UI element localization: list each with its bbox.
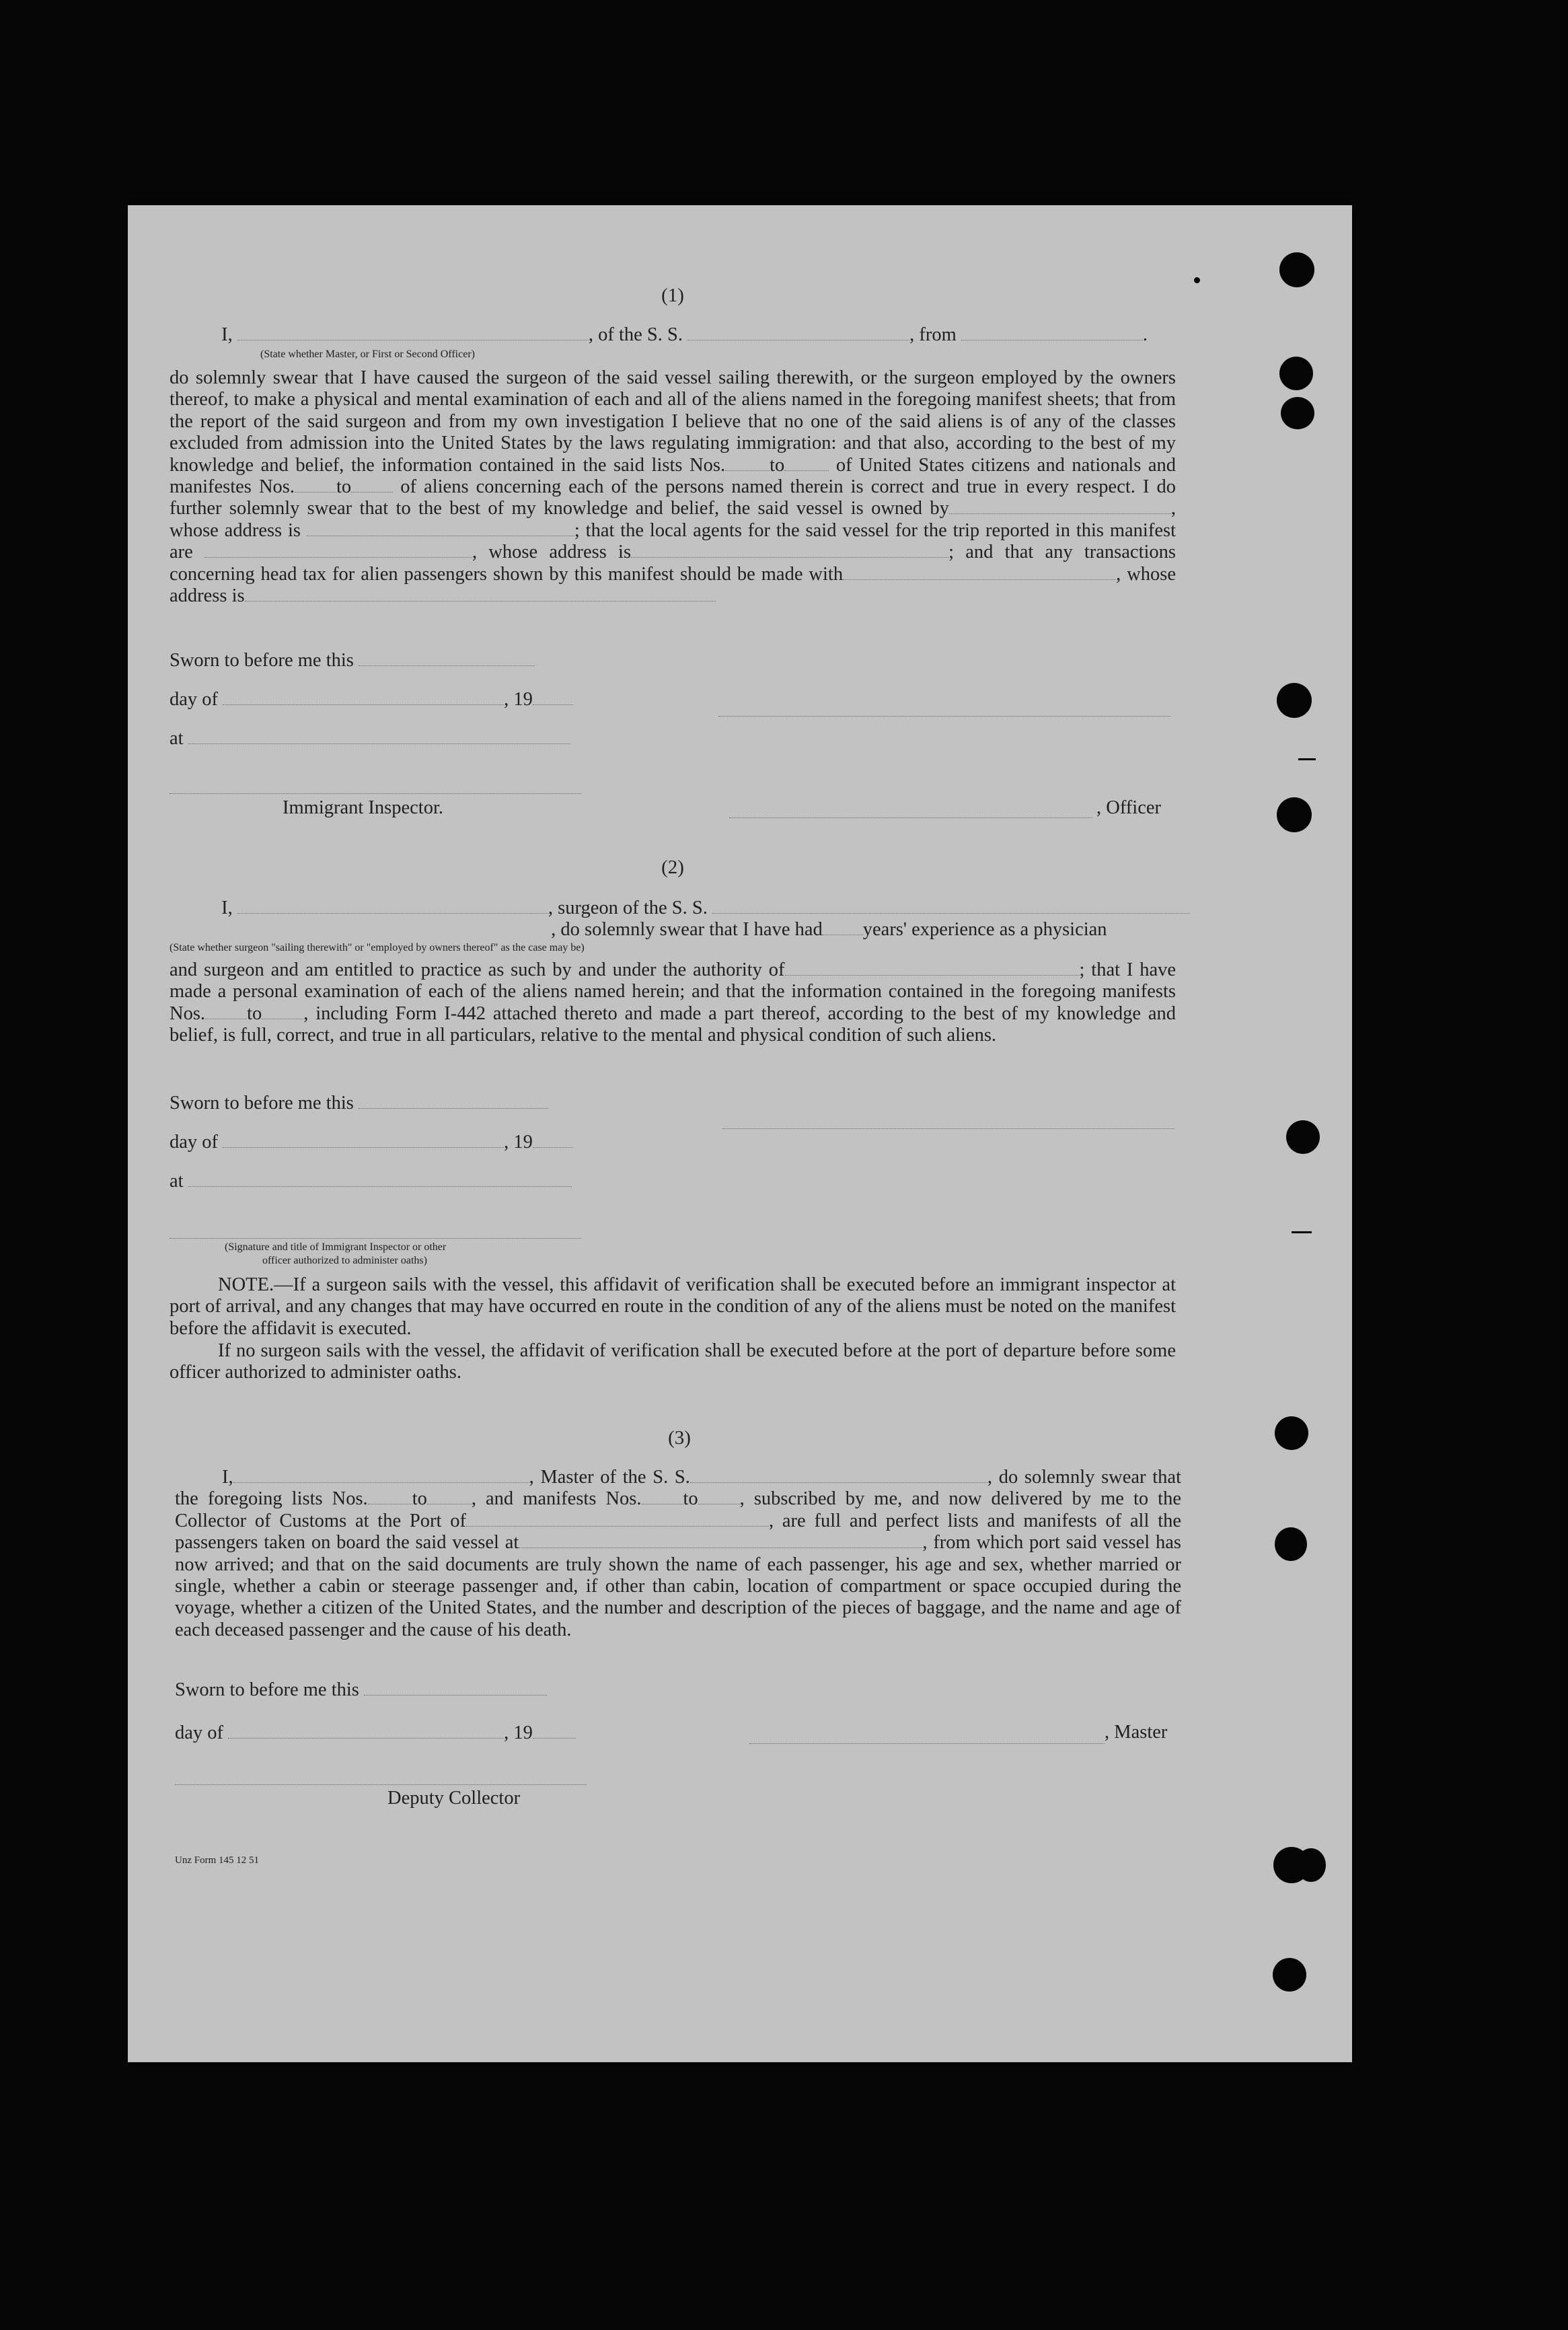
punch-mark bbox=[1292, 1231, 1312, 1233]
state-note: (State whether Master, or First or Second Officer) bbox=[260, 349, 475, 360]
head-tax-field[interactable] bbox=[843, 566, 1116, 580]
sig-note-2: officer authorized to administer oaths) bbox=[262, 1255, 427, 1266]
binder-hole bbox=[1277, 797, 1312, 832]
section-1-number: (1) bbox=[661, 285, 684, 306]
agents-address-field[interactable] bbox=[631, 544, 948, 558]
month-field-1[interactable] bbox=[223, 688, 504, 705]
binder-hole bbox=[1286, 1120, 1320, 1154]
surgeon-manifest-to[interactable] bbox=[262, 1005, 303, 1019]
lists-to-field[interactable] bbox=[784, 457, 829, 471]
master-name-field[interactable] bbox=[233, 1469, 529, 1483]
manifests-to-field[interactable] bbox=[351, 478, 393, 493]
owner-field[interactable] bbox=[949, 500, 1171, 514]
sworn-day-field-2[interactable] bbox=[359, 1092, 548, 1109]
deputy-collector-label: Deputy Collector bbox=[387, 1788, 521, 1809]
section-2-paragraph: and surgeon and am entitled to practice as such by and under the authority of ; that I have made a personal examination of each of the aliens named herein; and that the information contained in the foregoing manifests Nos. to , including Form I-442 attached thereto and made a part thereof, according to the best of my knowledge and belief, is full, correct, and true in all particulars, relative to the mental and physical condition of such aliens. bbox=[170, 959, 1177, 1046]
form-number: Unz Form 145 12 51 bbox=[175, 1855, 259, 1866]
deputy-signature-line[interactable] bbox=[175, 1783, 587, 1785]
section-1-oath-line: I, , of the S. S. , from . bbox=[221, 324, 1148, 345]
master-manifests-from[interactable] bbox=[642, 1490, 683, 1504]
at-line-1: at bbox=[170, 727, 1176, 750]
binder-hole bbox=[1279, 357, 1313, 390]
sig-note-1: (Signature and title of Immigrant Inspector or other bbox=[225, 1241, 447, 1253]
from-port-field[interactable] bbox=[961, 324, 1143, 340]
day-line-3: day of , 19 bbox=[175, 1722, 1181, 1744]
head-tax-address-field[interactable] bbox=[245, 587, 716, 602]
years-field[interactable] bbox=[823, 918, 863, 935]
day-line-2: day of , 19 bbox=[170, 1131, 1176, 1153]
officer-signature-line[interactable] bbox=[718, 715, 1170, 717]
place-field-1[interactable] bbox=[188, 727, 570, 744]
surgeon-vessel-field[interactable] bbox=[712, 897, 1190, 914]
binder-hole bbox=[1281, 397, 1314, 429]
sworn-day-field-3[interactable] bbox=[364, 1679, 547, 1696]
month-field-2[interactable] bbox=[223, 1131, 504, 1148]
at-line-2: at bbox=[170, 1170, 1176, 1192]
immigrant-inspector-label: Immigrant Inspector. bbox=[283, 797, 444, 818]
sworn-line-3: Sworn to before me this bbox=[175, 1679, 1181, 1701]
note-paragraph-2: If no surgeon sails with the vessel, the affidavit of verification shall be executed before at the port of departure before some officer authorized to administer oaths. bbox=[170, 1340, 1176, 1383]
surgeon-manifest-from[interactable] bbox=[205, 1005, 247, 1019]
year-field-1[interactable] bbox=[533, 688, 573, 705]
binder-hole bbox=[1296, 1848, 1326, 1882]
form-page bbox=[128, 205, 1352, 2062]
surgeon-name-field[interactable] bbox=[237, 897, 548, 914]
speck-mark bbox=[1194, 277, 1200, 283]
agents-field[interactable] bbox=[204, 544, 472, 558]
surgeon-state-note: (State whether surgeon "sailing therewith" or "employed by owners thereof" as the case may be) bbox=[170, 942, 585, 953]
binder-hole bbox=[1273, 1958, 1306, 1992]
sworn-line-2: Sworn to before me this bbox=[170, 1092, 1176, 1114]
master-manifests-to[interactable] bbox=[698, 1490, 740, 1504]
master-vessel-field[interactable] bbox=[690, 1469, 987, 1483]
authority-field[interactable] bbox=[785, 961, 1080, 976]
sworn-line-1: Sworn to before me this bbox=[170, 649, 1176, 671]
inspector-signature-line-2[interactable] bbox=[170, 1237, 581, 1239]
binder-hole bbox=[1275, 1527, 1307, 1561]
surgeon-line: I, , surgeon of the S. S. bbox=[170, 897, 1176, 919]
binder-hole bbox=[1279, 252, 1314, 287]
lists-from-field[interactable] bbox=[725, 457, 770, 471]
year-field-3[interactable] bbox=[533, 1722, 576, 1739]
month-field-3[interactable] bbox=[228, 1722, 504, 1739]
year-field-2[interactable] bbox=[533, 1131, 573, 1148]
punch-mark bbox=[1298, 758, 1316, 760]
port-field[interactable] bbox=[466, 1513, 769, 1527]
section-2-number: (2) bbox=[661, 857, 684, 878]
binder-hole bbox=[1275, 1416, 1308, 1450]
officer-label: , Officer bbox=[1096, 797, 1162, 818]
officer-title-line[interactable] bbox=[729, 816, 1092, 818]
manifests-from-field[interactable] bbox=[295, 478, 336, 493]
section-3-paragraph: I, , Master of the S. S. , do solemnly swear that the foregoing lists Nos. to , and manifests Nos. to , subscribed by me, and now delivered by me to the Collector of Customs at the Port of , are full and perfect lists and manifests of all the passengers taken on board the said vessel at , from which port said vessel has now arrived; and that on the said documents are truly shown the name of each passenger, his age and sex, whether married or single, whether a cabin or steerage passenger and, if other than cabin, location of compartment or space occupied during the voyage, whether a citizen of the United States, and the number and description of the pieces of baggage, and the name and age of each deceased passenger and the cause of his death. bbox=[175, 1467, 1182, 1640]
owner-address-field[interactable] bbox=[307, 522, 574, 536]
section-1-paragraph: do solemnly swear that I have caused the surgeon of the said vessel sailing therewith, or the surgeon employed by the owners thereof, to make a physical and mental examination of each and all of the aliens named in the foregoing manifest sheets; that from the report of the said surgeon and from my own investigation I believe that no one of the said aliens is of any of the classes excluded from admission into the United States by the laws regulating immigration: and that also, according to the best of my knowledge and belief, the information contained in the said lists Nos. to of United States citizens and nationals and manifestes Nos. to of aliens concerning each of the persons named therein is correct and true in every respect. I do further solemnly swear that to the best of my knowledge and belief, the said vessel is owned by , whose address is ; that the local agents for the said vessel for the trip reported in this manifest are , whose address is ; and that any transactions concerning head tax for alien passengers shown by this manifest should be made with , whose address is bbox=[170, 367, 1177, 607]
boarding-port-field[interactable] bbox=[519, 1534, 922, 1548]
master-lists-to[interactable] bbox=[427, 1490, 472, 1504]
inspector-signature-line[interactable] bbox=[170, 792, 581, 794]
binder-hole bbox=[1277, 683, 1312, 718]
master-label: , Master bbox=[1105, 1722, 1168, 1743]
officer-name-field[interactable] bbox=[237, 324, 589, 340]
day-line-1: day of , 19 bbox=[170, 688, 1176, 711]
place-field-2[interactable] bbox=[188, 1170, 572, 1187]
section-3-number: (3) bbox=[668, 1427, 691, 1449]
master-signature-line[interactable] bbox=[749, 1742, 1105, 1744]
vessel-name-field[interactable] bbox=[687, 324, 909, 340]
note-paragraph-1: NOTE.—If a surgeon sails with the vessel, this affidavit of verification shall be executed before an immigrant inspector at port of arrival, and any changes that may have occurred en route in the condition of any of the aliens must be noted on the manifest before the affidavit is executed. bbox=[170, 1274, 1176, 1339]
surgeon-experience-line: , do solemnly swear that I have had years' experience as a physician bbox=[551, 919, 1107, 940]
surgeon-signature-line[interactable] bbox=[722, 1127, 1174, 1129]
master-lists-from[interactable] bbox=[368, 1490, 412, 1504]
sworn-day-field-1[interactable] bbox=[359, 649, 535, 666]
